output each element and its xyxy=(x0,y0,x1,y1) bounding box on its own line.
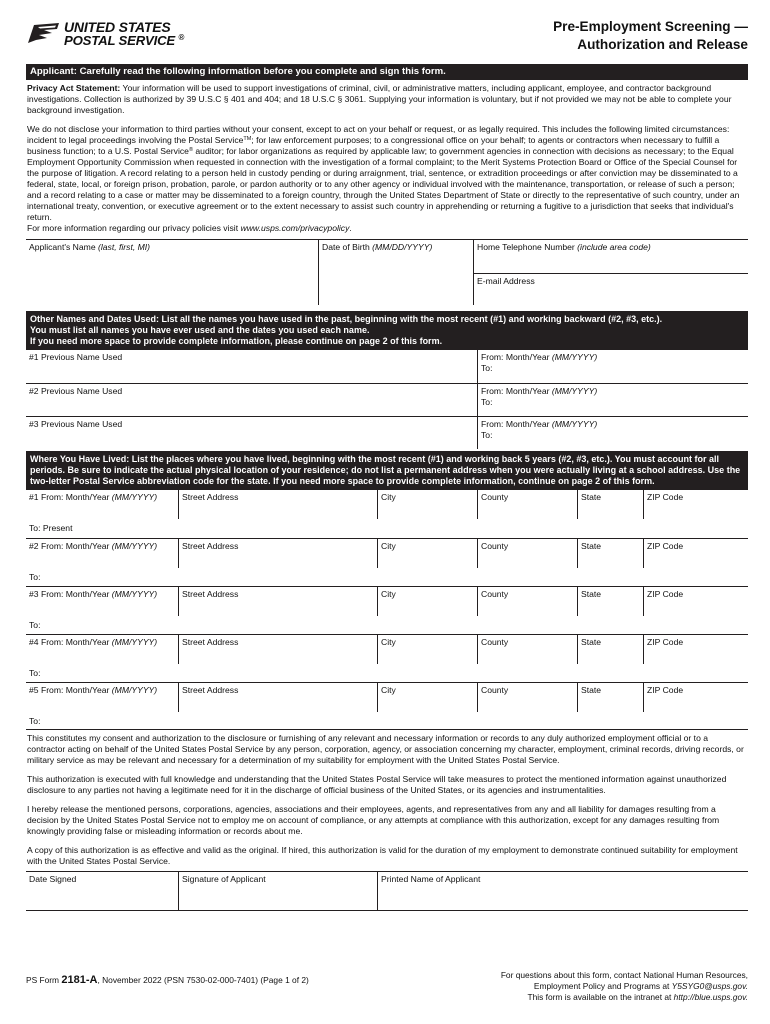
residence-1-city[interactable] xyxy=(377,490,477,519)
state-label: State xyxy=(581,589,602,600)
disclosure-text-c: auditor; for labor organizations as required by applicable law; to government agencies in connection with decisions as necessary; to the Equal Employment Opportunity Commission when requested in connection with the investigation of a formal complaint; to the Merit Systems Protection Board or Office of the Special Counsel for the purpose of litigation. A record relating to a person held in custody pending or during arraignment, trial, sentence, or extradition proceedings or after conviction may be disseminated to a federal, state, local, or foreign prison, probation, parole, or pardon authority or to any other agency or individual involved with the maintenance, transportation, or release of such a person; and a record relating to a case or matter may be disseminated to a foreign country, through the United States Department of State or directly to the representative of such country, under an international treaty, convention, or executive agreement or to the extent necessary to assist such country in apprehending or returning a fugitive to a jurisdiction that seeks that individual's return. xyxy=(27,145,740,222)
residence-3-county[interactable] xyxy=(477,587,577,616)
residence-from-hint: (MM/YYYY) xyxy=(111,492,158,503)
form-title-line-2: Authorization and Release xyxy=(577,36,748,52)
intranet-line: This form is available on the intranet at xyxy=(527,991,674,1002)
applicant-name-field[interactable] xyxy=(26,240,318,305)
city-label: City xyxy=(381,541,396,552)
residence-from-hint: (MM/YYYY) xyxy=(111,589,158,600)
state-label: State xyxy=(581,492,602,503)
applicant-name-hint: (last, first, MI) xyxy=(98,241,151,252)
residence-1-street[interactable] xyxy=(178,490,377,519)
residence-table xyxy=(26,490,748,730)
where-lived-label: Where You Have Lived: xyxy=(30,453,130,464)
form-footer xyxy=(26,970,748,1003)
privacy-text: Your information will be used to support investigations of criminal, civil, or administrative matters, including applicant, employee, and contractor background investigations. Collection is authorized by 39 U.S.C § 401 and 404; and 18 U.S.C § 3061. Supplying your information is voluntary, but if not provided we may not be able to complete your background investigation. xyxy=(27,82,732,115)
home-phone-field[interactable] xyxy=(474,240,748,273)
where-lived-bar xyxy=(26,451,748,491)
residence-4-from[interactable] xyxy=(26,635,178,664)
date-signed-label: Date Signed xyxy=(29,874,77,885)
privacy-label: Privacy Act Statement: xyxy=(27,82,121,93)
where-lived-text: List the places where you have lived, beginning with the most recent (#1) and working back 5 years (#2, #3, etc.). You must account for all periods. Be sure to indicate the actual physical location of your residence; do not list a permanent address when you were actually living at a school address. Use the two-letter Postal Service abbreviation code for the state. If you need more space to provide complete information, continue on page 2 of this form. xyxy=(30,453,741,487)
from-hint: (MM/YYYY) xyxy=(551,385,598,396)
zip-label: ZIP Code xyxy=(647,541,684,552)
previous-name-3-dates[interactable] xyxy=(477,417,748,449)
residence-3-from[interactable] xyxy=(26,587,178,616)
residence-4-state[interactable] xyxy=(577,635,643,664)
email-field[interactable] xyxy=(474,273,748,305)
residence-2-state[interactable] xyxy=(577,539,643,568)
street-label: Street Address xyxy=(182,589,239,600)
previous-name-1-dates[interactable] xyxy=(477,350,748,383)
zip-label: ZIP Code xyxy=(647,637,684,648)
residence-4-city[interactable] xyxy=(377,635,477,664)
residence-2-from[interactable] xyxy=(26,539,178,568)
signature-field[interactable] xyxy=(178,872,377,910)
footer-contact xyxy=(501,970,748,1003)
residence-from-label: #1 From: Month/Year xyxy=(29,492,112,503)
privacy-act-section xyxy=(26,80,748,236)
contact-line-2: Employment Policy and Programs at xyxy=(533,980,672,991)
privacy-policy-text: For more information regarding our privacy policies visit xyxy=(27,222,241,233)
from-label: From: Month/Year xyxy=(481,351,552,362)
dob-hint: (MM/DD/YYYY) xyxy=(372,241,433,252)
previous-name-row xyxy=(26,350,748,383)
usps-logo xyxy=(26,20,184,47)
residence-4-street[interactable] xyxy=(178,635,377,664)
residence-4-to[interactable]: To: xyxy=(26,664,748,679)
previous-name-2-field[interactable] xyxy=(26,384,477,416)
form-edition: , November 2022 (PSN 7530-02-000-7401) (Page 1 of 2) xyxy=(97,975,309,985)
county-label: County xyxy=(481,541,509,552)
residence-1-to[interactable]: To: Present xyxy=(26,519,748,534)
email-label: E-mail Address xyxy=(477,275,535,286)
city-label: City xyxy=(381,685,396,696)
residence-5-to[interactable]: To: xyxy=(26,712,748,727)
phone-label: Home Telephone Number xyxy=(477,241,578,252)
residence-5-city[interactable] xyxy=(377,683,477,712)
state-label: State xyxy=(581,637,602,648)
phone-hint: (include area code) xyxy=(577,241,651,252)
residence-3-city[interactable] xyxy=(377,587,477,616)
state-label: State xyxy=(581,541,602,552)
residence-5-street[interactable] xyxy=(178,683,377,712)
applicant-info-table xyxy=(26,239,748,305)
ps-form-label: PS Form xyxy=(26,975,62,985)
previous-name-row xyxy=(26,416,748,449)
intranet-link[interactable]: http://blue.usps.gov. xyxy=(673,991,748,1002)
previous-name-1-field[interactable] xyxy=(26,350,477,383)
form-number: 2181-A xyxy=(61,974,98,986)
residence-1-county[interactable] xyxy=(477,490,577,519)
zip-label: ZIP Code xyxy=(647,492,684,503)
form-header xyxy=(26,18,748,60)
other-names-line-3: If you need more space to provide complete information, please continue on page 2 of this form. xyxy=(30,336,443,347)
to-label: To: xyxy=(481,429,493,440)
printed-name-label: Printed Name of Applicant xyxy=(381,874,481,885)
applicant-instructions-bar: Applicant: Carefully read the following information before you complete and sign this form. xyxy=(26,64,748,80)
county-label: County xyxy=(481,637,509,648)
zip-label: ZIP Code xyxy=(647,589,684,600)
from-hint: (MM/YYYY) xyxy=(551,418,598,429)
residence-from-label: #4 From: Month/Year xyxy=(29,637,112,648)
residence-from-label: #3 From: Month/Year xyxy=(29,589,112,600)
privacy-statement xyxy=(26,81,748,118)
consent-paragraph: This constitutes my consent and authorization to the disclosure or furnishing of any relevant and necessary information or records to any duly authorized employment official or to a contractor acting on behalf of the United States Postal Service by any person, corporation, agency, or association concerning my character, employment, criminal records, driving records, or military service as may be relevant and necessary for a determination of my suitability for employment with the United States Postal Service. xyxy=(27,733,744,766)
state-label: State xyxy=(581,685,602,696)
residence-2-city[interactable] xyxy=(377,539,477,568)
street-label: Street Address xyxy=(182,492,239,503)
privacy-policy-period: . xyxy=(349,222,352,233)
city-label: City xyxy=(381,637,396,648)
privacy-policy-line xyxy=(26,223,748,236)
city-label: City xyxy=(381,492,396,503)
residence-from-label: #2 From: Month/Year xyxy=(29,541,112,552)
residence-3-zip[interactable] xyxy=(643,587,748,616)
form-page xyxy=(26,18,748,911)
privacy-policy-link[interactable]: www.usps.com/privacypolicy xyxy=(240,222,350,233)
eagle-logo-icon xyxy=(26,21,60,47)
residence-4-zip[interactable] xyxy=(643,635,748,664)
disclosure-text-a: We do not disclose your information to third parties without your consent, except to act on your behalf or request, or as legally required. This includes the following limited circumstances: incident to legal proceedings involving the Postal Service xyxy=(27,123,730,145)
residence-2-to[interactable]: To: xyxy=(26,568,748,583)
residence-row xyxy=(26,586,748,634)
residence-5-county[interactable] xyxy=(477,683,577,712)
residence-from-hint: (MM/YYYY) xyxy=(111,637,158,648)
residence-2-street[interactable] xyxy=(178,539,377,568)
other-names-table xyxy=(26,350,748,449)
other-names-label: Other Names and Dates Used: xyxy=(30,313,160,324)
residence-3-state[interactable] xyxy=(577,587,643,616)
printed-name-field[interactable] xyxy=(377,872,748,910)
copy-validity-paragraph: A copy of this authorization is as effective and valid as the original. If hired, this authorization is valid for the duration of my employment to demonstrate continued suitability for employment with the United States Postal Service. xyxy=(27,845,738,867)
residence-row xyxy=(26,538,748,586)
residence-from-label: #5 From: Month/Year xyxy=(29,685,112,696)
form-title xyxy=(553,18,748,53)
release-paragraph: I hereby release the mentioned persons, corporations, agencies, associations and their employees, agents, and representatives from any and all liability for damages resulting from a decision by the United States Postal Service not to employ me on account of compliance, or any attempts at compliance with this authorization, except for any damages resulting from knowingly providing false or misleading information or records about me. xyxy=(27,804,720,837)
residence-1-state[interactable] xyxy=(577,490,643,519)
residence-row xyxy=(26,634,748,682)
residence-2-county[interactable] xyxy=(477,539,577,568)
residence-from-hint: (MM/YYYY) xyxy=(111,685,158,696)
protection-paragraph: This authorization is executed with full knowledge and understanding that the United States Postal Service will take measures to protect the mentioned information against unauthorized disclosure to any parties not having a legitimate need for it in the discharge of official business of the United States, or its agencies and instrumentalities. xyxy=(27,774,727,796)
zip-label: ZIP Code xyxy=(647,685,684,696)
residence-4-county[interactable] xyxy=(477,635,577,664)
county-label: County xyxy=(481,589,509,600)
logo-line-1: UNITED STATES xyxy=(64,19,171,35)
tm-mark: TM xyxy=(243,135,252,142)
date-of-birth-field[interactable] xyxy=(318,240,473,305)
previous-name-1-label: #1 Previous Name Used xyxy=(29,351,123,362)
dob-label: Date of Birth xyxy=(322,241,373,252)
to-label: To: xyxy=(481,362,493,373)
residence-5-zip[interactable] xyxy=(643,683,748,712)
residence-1-from[interactable] xyxy=(26,490,178,519)
county-label: County xyxy=(481,685,509,696)
residence-5-state[interactable] xyxy=(577,683,643,712)
from-label: From: Month/Year xyxy=(481,385,552,396)
county-label: County xyxy=(481,492,509,503)
previous-name-2-dates[interactable] xyxy=(477,384,748,416)
other-names-bar xyxy=(26,311,748,350)
other-names-line-2: You must list all names you have ever used and the dates you used each name. xyxy=(30,325,370,336)
other-names-line-1: List all the names you have used in the past, beginning with the most recent (#1) and working backward (#2, #3, etc.). xyxy=(159,313,663,324)
from-label: From: Month/Year xyxy=(481,418,552,429)
previous-name-3-field[interactable] xyxy=(26,417,477,449)
city-label: City xyxy=(381,589,396,600)
disclosure-text-b: ; for law enforcement purposes; to a congressional office on your behalf; to agents or contractors when necessary to fulfill a business function; to a U.S. Postal Service xyxy=(27,134,720,156)
consent-section xyxy=(26,730,748,869)
to-label: To: xyxy=(481,396,493,407)
previous-name-2-label: #2 Previous Name Used xyxy=(29,385,123,396)
street-label: Street Address xyxy=(182,541,239,552)
from-hint: (MM/YYYY) xyxy=(551,351,598,362)
signature-row xyxy=(26,871,748,911)
registered-mark: ® xyxy=(178,33,185,42)
disclosure-paragraph xyxy=(26,122,748,223)
residence-3-to[interactable]: To: xyxy=(26,616,748,631)
logo-line-2: POSTAL SERVICE xyxy=(64,33,176,48)
contact-line-1: For questions about this form, contact National Human Resources, xyxy=(500,970,748,980)
previous-name-row xyxy=(26,383,748,416)
contact-email-link[interactable]: Y5SYG0@usps.gov. xyxy=(671,980,748,991)
residence-row xyxy=(26,682,748,730)
street-label: Street Address xyxy=(182,685,239,696)
residence-3-street[interactable] xyxy=(178,587,377,616)
date-signed-field[interactable] xyxy=(26,872,178,910)
reg-mark: ® xyxy=(188,146,193,153)
residence-1-zip[interactable] xyxy=(643,490,748,519)
previous-name-3-label: #3 Previous Name Used xyxy=(29,418,123,429)
signature-label: Signature of Applicant xyxy=(182,874,266,885)
form-id xyxy=(26,970,309,1003)
street-label: Street Address xyxy=(182,637,239,648)
residence-row xyxy=(26,490,748,538)
residence-5-from[interactable] xyxy=(26,683,178,712)
residence-2-zip[interactable] xyxy=(643,539,748,568)
residence-from-hint: (MM/YYYY) xyxy=(111,541,158,552)
applicant-name-label: Applicant's Name xyxy=(29,241,98,252)
form-title-line-1: Pre-Employment Screening — xyxy=(553,19,748,34)
